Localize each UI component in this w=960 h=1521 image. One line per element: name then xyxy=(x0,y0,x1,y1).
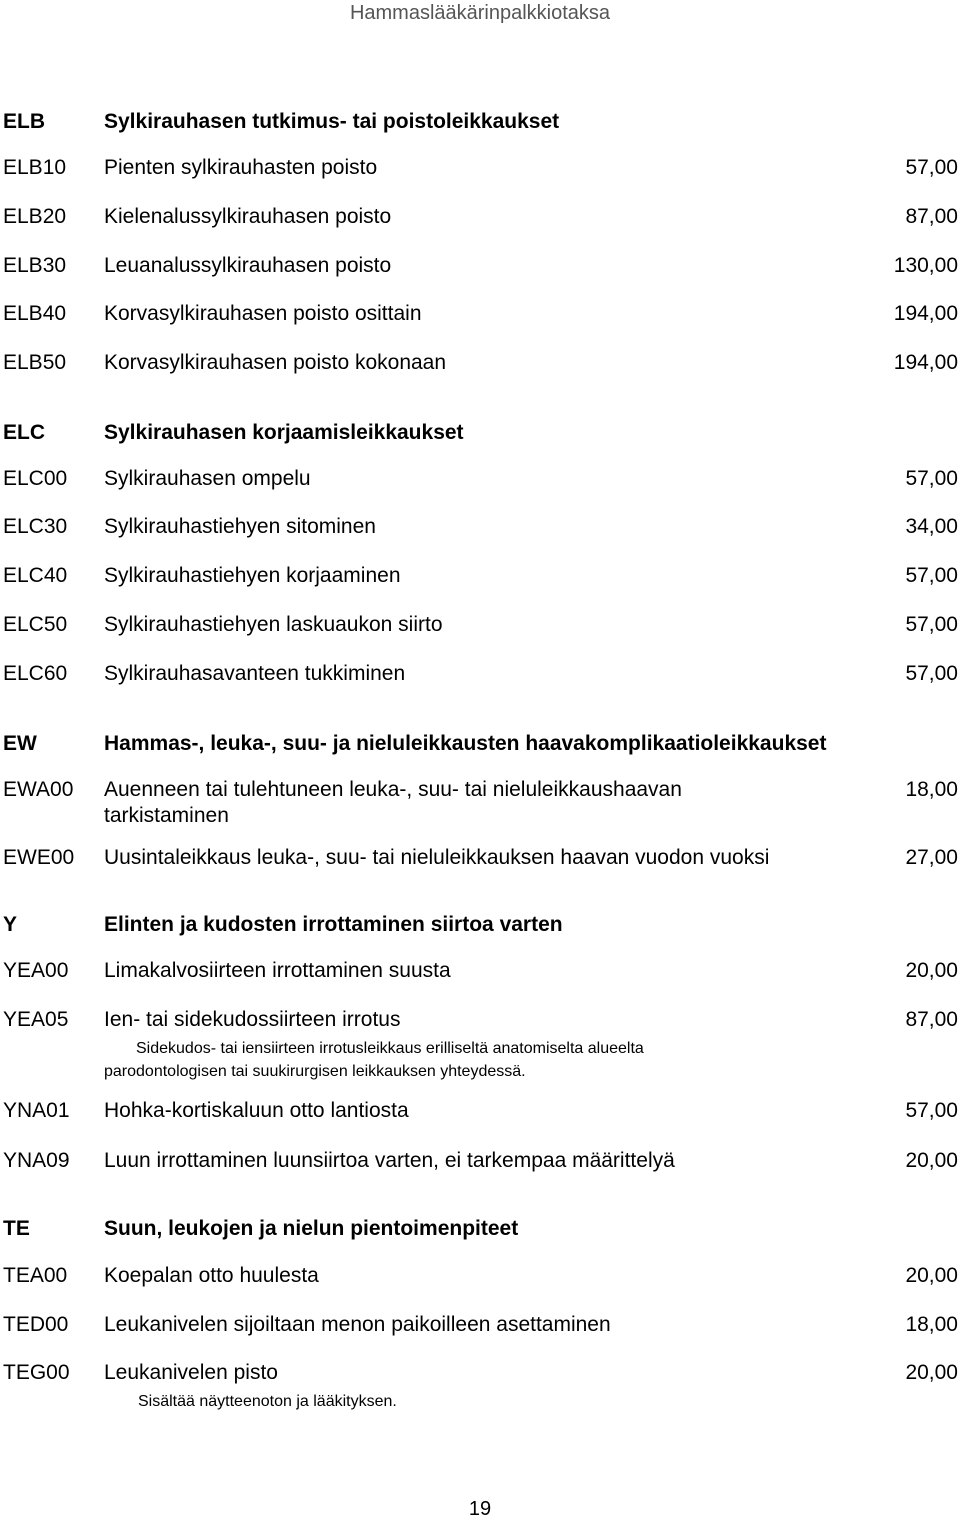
item-note: Sisältää näytteenoton ja lääkityksen. xyxy=(138,1393,397,1410)
item-code: TEG00 xyxy=(3,1361,70,1384)
item-price: 34,00 xyxy=(905,515,958,538)
item-price: 57,00 xyxy=(905,564,958,587)
item-price: 27,00 xyxy=(905,846,958,869)
item-description: Leukanivelen sijoiltaan menon paikoilleen asettaminen xyxy=(104,1313,611,1336)
item-description: Leuanalussylkirauhasen poisto xyxy=(104,254,392,277)
item-price: 20,00 xyxy=(905,959,958,982)
item-code: TEA00 xyxy=(3,1264,68,1287)
item-description: Sylkirauhasavanteen tukkiminen xyxy=(104,662,406,685)
item-code: ELC00 xyxy=(3,467,68,490)
item-price: 20,00 xyxy=(905,1149,958,1172)
item-price: 57,00 xyxy=(905,662,958,685)
item-code: YNA09 xyxy=(3,1149,70,1172)
item-code: TED00 xyxy=(3,1313,69,1336)
item-price: 18,00 xyxy=(905,778,958,801)
item-description: Koepalan otto huulesta xyxy=(104,1264,319,1287)
item-code: YEA00 xyxy=(3,959,69,982)
section-code: TE xyxy=(3,1217,30,1240)
item-price: 57,00 xyxy=(905,467,958,490)
item-description: Auenneen tai tulehtuneen leuka-, suu- tai nieluleikkaushaavan tarkistaminen xyxy=(104,778,682,827)
section-title: Suun, leukojen ja nielun pientoimenpiteet xyxy=(104,1217,519,1240)
item-price: 194,00 xyxy=(893,302,958,325)
item-price: 87,00 xyxy=(905,1008,958,1031)
item-description: Hohka-kortiskaluun otto lantiosta xyxy=(104,1099,409,1122)
item-price: 20,00 xyxy=(905,1361,958,1384)
item-description: Pienten sylkirauhasten poisto xyxy=(104,156,378,179)
item-price: 18,00 xyxy=(905,1313,958,1336)
item-note: Sidekudos- tai iensiirteen irrotusleikkaus erilliseltä anatomiselta alueelta xyxy=(136,1040,644,1057)
item-price: 20,00 xyxy=(905,1264,958,1287)
item-code: ELC30 xyxy=(3,515,68,538)
item-price: 87,00 xyxy=(905,205,958,228)
item-description: Limakalvosiirteen irrottaminen suusta xyxy=(104,959,451,982)
item-description: Ien- tai sidekudossiirteen irrotus xyxy=(104,1008,401,1031)
section-code: ELC xyxy=(3,421,45,444)
page-number: 19 xyxy=(468,1498,492,1520)
item-price: 57,00 xyxy=(905,156,958,179)
item-description: Uusintaleikkaus leuka-, suu- tai nieluleikkauksen haavan vuodon vuoksi xyxy=(104,846,770,869)
item-code: YEA05 xyxy=(3,1008,69,1031)
document-title: Hammaslääkärinpalkkiotaksa xyxy=(349,2,611,24)
section-title: Sylkirauhasen tutkimus- tai poistoleikkaukset xyxy=(104,110,560,133)
item-code: ELB10 xyxy=(3,156,67,179)
section-title: Elinten ja kudosten irrottaminen siirtoa varten xyxy=(104,913,563,936)
section-code: Y xyxy=(3,913,18,936)
section-code: ELB xyxy=(3,110,45,133)
item-code: YNA01 xyxy=(3,1099,70,1122)
section-title: Hammas-, leuka-, suu- ja nieluleikkausten haavakomplikaatioleikkaukset xyxy=(104,732,827,755)
item-code: ELB40 xyxy=(3,302,67,325)
page-header xyxy=(0,0,960,26)
item-code: ELB30 xyxy=(3,254,67,277)
item-code: ELB50 xyxy=(3,351,67,374)
item-code: ELB20 xyxy=(3,205,67,228)
item-code: ELC60 xyxy=(3,662,68,685)
item-description: Korvasylkirauhasen poisto kokonaan xyxy=(104,351,447,374)
item-description: Kielenalussylkirauhasen poisto xyxy=(104,205,392,228)
item-code: ELC40 xyxy=(3,564,68,587)
item-description: Sylkirauhasen ompelu xyxy=(104,467,311,490)
item-note: parodontologisen tai suukirurgisen leikkauksen yhteydessä. xyxy=(104,1063,526,1080)
item-description: Korvasylkirauhasen poisto osittain xyxy=(104,302,422,325)
item-price: 194,00 xyxy=(893,351,958,374)
section-title: Sylkirauhasen korjaamisleikkaukset xyxy=(104,421,464,444)
item-description: Sylkirauhastiehyen sitominen xyxy=(104,515,376,538)
item-code: ELC50 xyxy=(3,613,68,636)
item-price: 57,00 xyxy=(905,1099,958,1122)
item-description: Leukanivelen pisto xyxy=(104,1361,278,1384)
item-price: 130,00 xyxy=(893,254,958,277)
item-description: Sylkirauhastiehyen korjaaminen xyxy=(104,564,401,587)
item-code: EWA00 xyxy=(3,778,74,801)
item-code: EWE00 xyxy=(3,846,75,869)
item-description: Luun irrottaminen luunsiirtoa varten, ei tarkempaa määrittelyä xyxy=(104,1149,675,1172)
item-description: Sylkirauhastiehyen laskuaukon siirto xyxy=(104,613,443,636)
section-code: EW xyxy=(3,732,37,755)
item-price: 57,00 xyxy=(905,613,958,636)
